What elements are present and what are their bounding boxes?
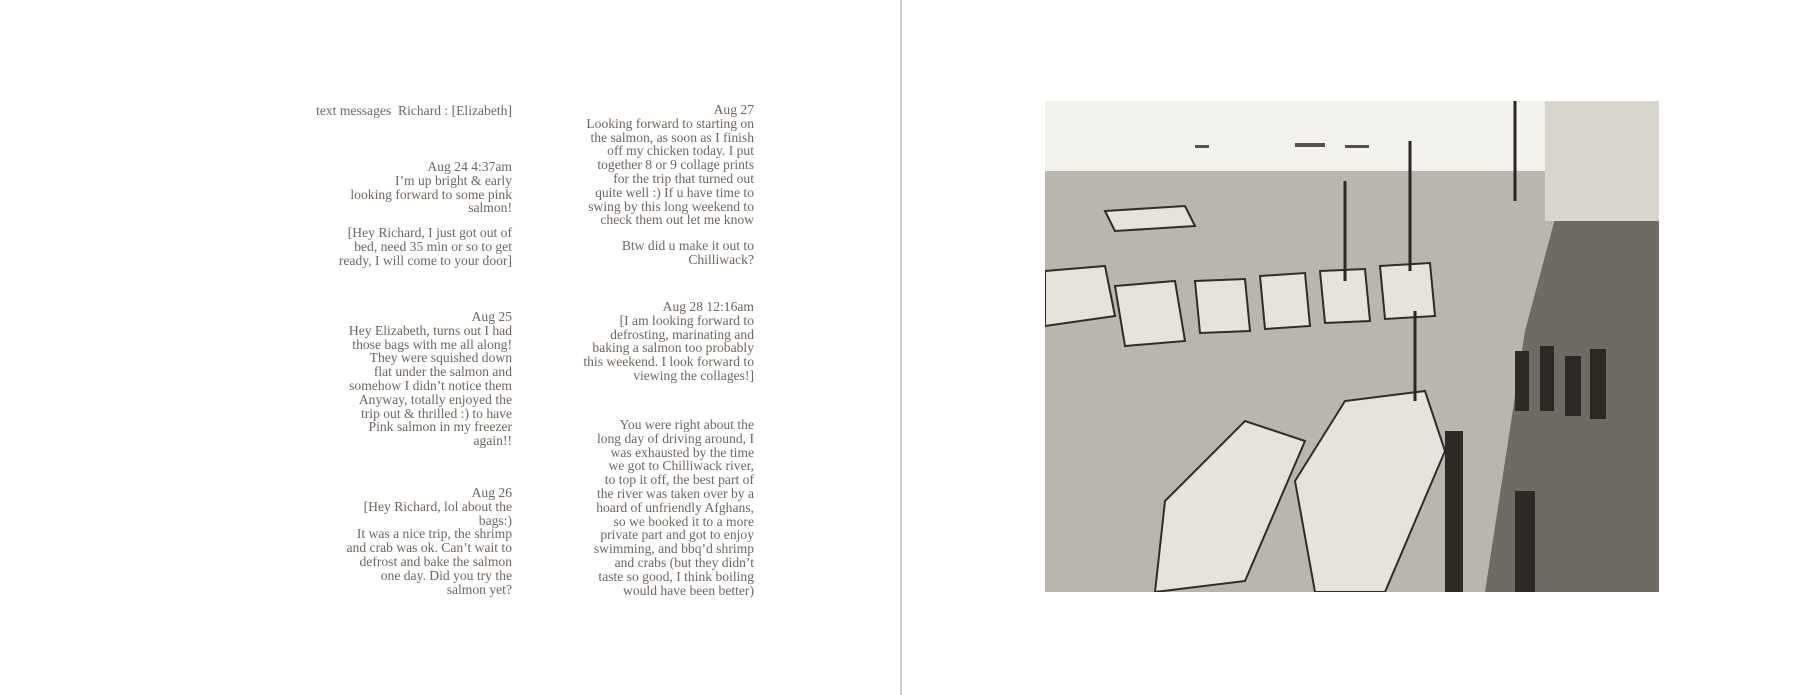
message-aug26: Aug 26 [Hey Richard, lol about the bags:) It was a nice trip, the shrimp and crab was ok. Can’t wait to defrost and bake the salmon one day. Did you try the salmon yet? — [346, 485, 512, 597]
message-reply-aug24: [Hey Richard, I just got out of bed, need 35 min or so to get ready, I will come to your door] — [338, 225, 512, 268]
message-btw: Btw did u make it out to Chilliwack? — [621, 238, 754, 267]
message-aug27: Aug 27 Looking forward to starting on the salmon, as soon as I finish off my chicken today. I put together 8 or 9 collage prints for the trip that turned out quite well :) If u have time to swing by this long weekend to check them out let me know — [586, 102, 754, 228]
fishing-boats-photo — [1045, 101, 1659, 592]
harbor-illustration — [1045, 101, 1659, 592]
page-title: text messages Richard : [Elizabeth] — [316, 103, 512, 118]
message-aug24: Aug 24 4:37am I’m up bright & early looking forward to some pink salmon! — [350, 159, 512, 216]
message-aug28: Aug 28 12:16am [I am looking forward to defrosting, marinating and baking a salmon too probably this weekend. I look forward to viewing the collages!] — [583, 299, 754, 383]
message-chilliwack: You were right about the long day of driving around, I was exhausted by the time we got to Chilliwack river, to top it off, the best part of the river was taken over by a hoard of unfriendly Afghans, so we booked it to a more private part and got to enjoy swimming, and bbq’d shrimp and crabs (but they didn’t taste so good, I think boiling would have been better) — [593, 417, 754, 598]
message-aug25: Aug 25 Hey Elizabeth, turns out I had those bags with me all along! They were squished down flat under the salmon and somehow I didn’t notice them Anyway, totally enjoyed the trip out & thrilled :) to have Pink salmon in my freezer again!! — [348, 309, 512, 449]
